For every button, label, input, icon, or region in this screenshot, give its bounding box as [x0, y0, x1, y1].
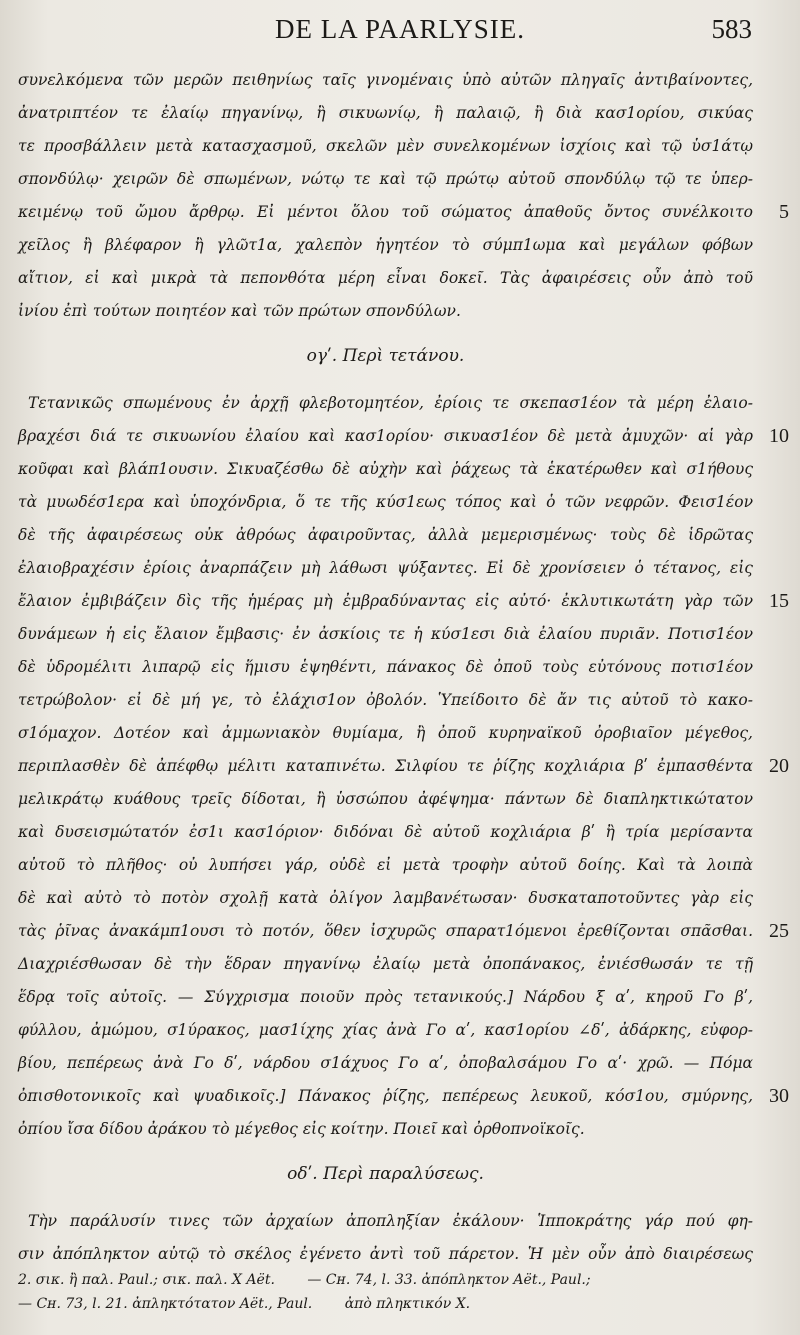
paragraph-section-1	[18, 64, 789, 328]
text-line: μελικράτῳ κυάθους τρεῖς δίδοται, ἢ ὑσσώπου ἀφέψημα· πάντων δὲ διαπληκτικώτατον	[18, 790, 753, 808]
footnote: 2. σικ. ἢ παλ. Paul.; σικ. παλ. X Aët.	[18, 1272, 275, 1288]
text-line: δὲ ὑδρομέλιτι λιπαρῷ εἰς ἥμισυ ἑψηθέντι, πάνακος δὲ ὀποῦ τοὺς εὐτόνους ποτισ1έον	[18, 658, 753, 676]
text-line	[18, 915, 789, 948]
text-line: Τετανικῶς σπωμένους ἐν ἀρχῇ φλεβοτομητέον, ἐρίοις τε σκεπασ1έον τὰ μέρη ἐλαιο-	[28, 394, 753, 412]
text-line: Διαχριέσθωσαν δὲ τὴν ἕδραν πηγανίνῳ ἐλαίῳ μετὰ ὀποπάνακος, ἐνιέσθωσάν τε τῇ	[18, 955, 753, 973]
text-line: ἰνίου ἐπὶ τούτων ποιητέον καὶ τῶν πρώτων σπονδύλων.	[18, 302, 461, 320]
main-text	[18, 64, 789, 1271]
text-line: τετρώβολον· εἰ δὲ μή γε, τὸ ἐλάχισ1ον ὀβολόν. Ὑπείδοιτο δὲ ἄν τις αὐτοῦ τὸ κακο-	[18, 691, 753, 709]
text-line: ἐλαιοβραχέσιν ἐρίοις ἀναρπάζειν μὴ λάθωσι ψύξαντες. Εἰ δὲ χρονίσειεν ὁ τέτανος, εἰς	[18, 559, 753, 577]
chapter-heading-tetanus: ογʹ. Περὶ τετάνου.	[306, 346, 465, 366]
line-number: 30	[769, 1085, 789, 1107]
text-line: καὶ δυσεισμώτατόν ἐσ1ι κασ1όριον· διδόναι δὲ αὐτοῦ κοχλιάρια βʹ ἢ τρία μερίσαντα	[18, 823, 753, 841]
text-line	[18, 420, 789, 453]
text-line: χεῖλος ἢ βλέφαρον ἢ γλῶτ1α, χαλεπὸν ἡγητέον τὸ σύμπ1ωμα καὶ μεγάλων φόβων	[18, 236, 753, 254]
footnote: ἀπὸ πληκτικόν X.	[344, 1296, 471, 1312]
line-number: 15	[769, 590, 789, 612]
text-line: αἴτιον, εἰ καὶ μικρὰ τὰ πεπονθότα μέρη εἶναι δοκεῖ. Τὰς ἀφαιρέσεις οὖν ἀπὸ τοῦ	[18, 269, 753, 287]
text-line: συνελκόμενα τῶν μερῶν πειθηνίως ταῖς γινομέναις ὑπὸ αὐτῶν πληγαῖς ἀντιβαίνοντες,	[18, 71, 753, 89]
text-line: βίου, πεπέρεως ἀνὰ Γο δʹ, νάρδου σ1άχυος Γο αʹ, ὀποβαλσάμου Γο αʹ· χρῶ. — Πόμα	[18, 1054, 753, 1072]
text-line: ἀνατριπτέον τε ἐλαίῳ πηγανίνῳ, ἢ σικυωνίῳ, ἢ παλαιῷ, ἢ διὰ κασ1ορίου, σικύας	[18, 104, 753, 122]
text-line	[18, 585, 789, 618]
footnote-line	[18, 1292, 758, 1316]
text-line: ἕδρᾳ τοῖς αὐτοῖς. — Σύγχρισμα ποιοῦν πρὸς τετανικούς.] Νάρδου ξ αʹ, κηροῦ Γο βʹ,	[18, 988, 753, 1006]
text-line-content: βραχέσι διά τε σικυωνίου ἐλαίου καὶ κασ1ορίου· σικυασ1έον δὲ μετὰ ἀμυχῶν· αἱ γὰρ	[18, 427, 753, 445]
paragraph-section-2	[18, 387, 789, 1146]
page-number: 583	[711, 14, 752, 44]
chapter-heading-paralysis: οδʹ. Περὶ παραλύσεως.	[287, 1164, 484, 1184]
text-line: αὐτοῦ τὸ πλῆθος· οὐ λυπήσει γάρ, οὐδὲ εἰ μετὰ τροφὴν αὐτοῦ δοίης. Καὶ τὰ λοιπὰ	[18, 856, 753, 874]
text-line: τὰ μυωδέσ1ερα καὶ ὑποχόνδρια, ὅ τε τῆς κύσ1εως τόπος καὶ ὁ τῶν νεφρῶν. Φεισ1έον	[18, 493, 753, 511]
footnote-line	[18, 1268, 758, 1292]
text-line-content: τὰς ῥῖνας ἀνακάμπ1ουσι τὸ ποτόν, ὅθεν ἰσχυρῶς σπαρατ1όμενοι ἐρεθίζονται σπᾶσθαι.	[18, 922, 753, 940]
line-number: 10	[769, 425, 789, 447]
text-line	[18, 750, 789, 783]
paragraph-section-3	[18, 1205, 753, 1271]
running-title: DE LA PAARLYSIE.	[274, 14, 526, 44]
text-line-content: ὀπισθοτονικοῖς καὶ ψυαδικοῖς.] Πάνακος ῥίζης, πεπέρεως λευκοῦ, κόσ1ου, σμύρνης,	[18, 1087, 753, 1105]
text-line: φύλλου, ἀμώμου, σ1ύρακος, μασ1ίχης χίας ἀνὰ Γο αʹ, κασ1ορίου ∠δʹ, ἀδάρκης, εὐφορ-	[18, 1021, 753, 1039]
text-line-content: ἔλαιον ἐμβιβάζειν δὶς τῆς ἡμέρας μὴ ἐμβραδύναντας εἰς αὐτό· ἐκλυτικωτάτη γὰρ τῶν	[18, 592, 753, 610]
footnote: — Cʜ. 74, l. 33. ἀπόπληκτον Aët., Paul.;	[307, 1272, 591, 1288]
line-number: 5	[779, 201, 789, 223]
text-line: κοῦφαι καὶ βλάπ1ουσιν. Σικυαζέσθω δὲ αὐχὴν καὶ ῥάχεως τὰ ἑκατέρωθεν καὶ σ1ήθους	[18, 460, 753, 478]
text-line: σ1όμαχον. Δοτέον καὶ ἀμμωνιακὸν θυμίαμα, ἢ ὀποῦ κυρηναϊκοῦ ὀροβιαῖον μέγεθος,	[18, 724, 753, 742]
running-head	[0, 14, 800, 54]
text-line-content: κειμένῳ τοῦ ὤμου ἄρθρῳ. Εἰ μέντοι ὅλου τοῦ σώματος ἀπαθοῦς ὄντος συνέλκοιτο	[18, 203, 753, 221]
footnote: — Cʜ. 73, l. 21. ἀπληκτότατον Aët., Paul.	[18, 1296, 313, 1312]
text-line: ὀπίου ἴσα δίδου ἀράκου τὸ μέγεθος εἰς κοίτην. Ποιεῖ καὶ ὀρθοπνοϊκοῖς.	[18, 1120, 585, 1138]
text-line: δυνάμεων ἡ εἰς ἔλαιον ἔμβασις· ἐν ἀσκίοις τε ἡ κύσ1εσι διὰ ἐλαίου πυριᾶν. Ποτισ1έον	[18, 625, 753, 643]
text-line: τε προσβάλλειν μετὰ κατασχασμοῦ, σκελῶν μὲν συνελκομένων ἰσχίοις καὶ τῷ ὑσ1άτῳ	[18, 137, 753, 155]
text-line	[18, 196, 789, 229]
text-line	[18, 1080, 789, 1113]
text-line: Τὴν παράλυσίν τινες τῶν ἀρχαίων ἀποπληξίαν ἐκάλουν· Ἱπποκράτης γάρ πού φη-	[28, 1212, 753, 1230]
text-line-content: περιπλασθὲν δὲ ἀπέφθῳ μέλιτι καταπινέτω. Σιλφίου τε ῥίζης κοχλιάρια βʹ ἐμπασθέντα	[18, 757, 753, 775]
line-number: 20	[769, 755, 789, 777]
text-line: δὲ καὶ αὐτὸ τὸ ποτὸν σχολῇ κατὰ ὀλίγον λαμβανέτωσαν· δυσκαταποτοῦντες γὰρ εἰς	[18, 889, 753, 907]
text-line: σπονδύλῳ· χειρῶν δὲ σπωμένων, νώτῳ τε καὶ τῷ πρώτῳ αὐτοῦ σπονδύλῳ τῷ τε ὑπερ-	[18, 170, 753, 188]
line-number: 25	[769, 920, 789, 942]
footnotes	[18, 1268, 758, 1316]
text-line: δὲ τῆς ἀφαιρέσεως οὐκ ἀθρόως ἀφαιροῦντας, ἀλλὰ μεμερισμένως· τοὺς δὲ ἱδρῶτας	[18, 526, 753, 544]
text-line: σιν ἀπόπληκτον αὐτῷ τὸ σκέλος ἐγένετο ἀντὶ τοῦ πάρετον. Ἡ μὲν οὖν ἀπὸ διαιρέσεως	[18, 1245, 753, 1263]
